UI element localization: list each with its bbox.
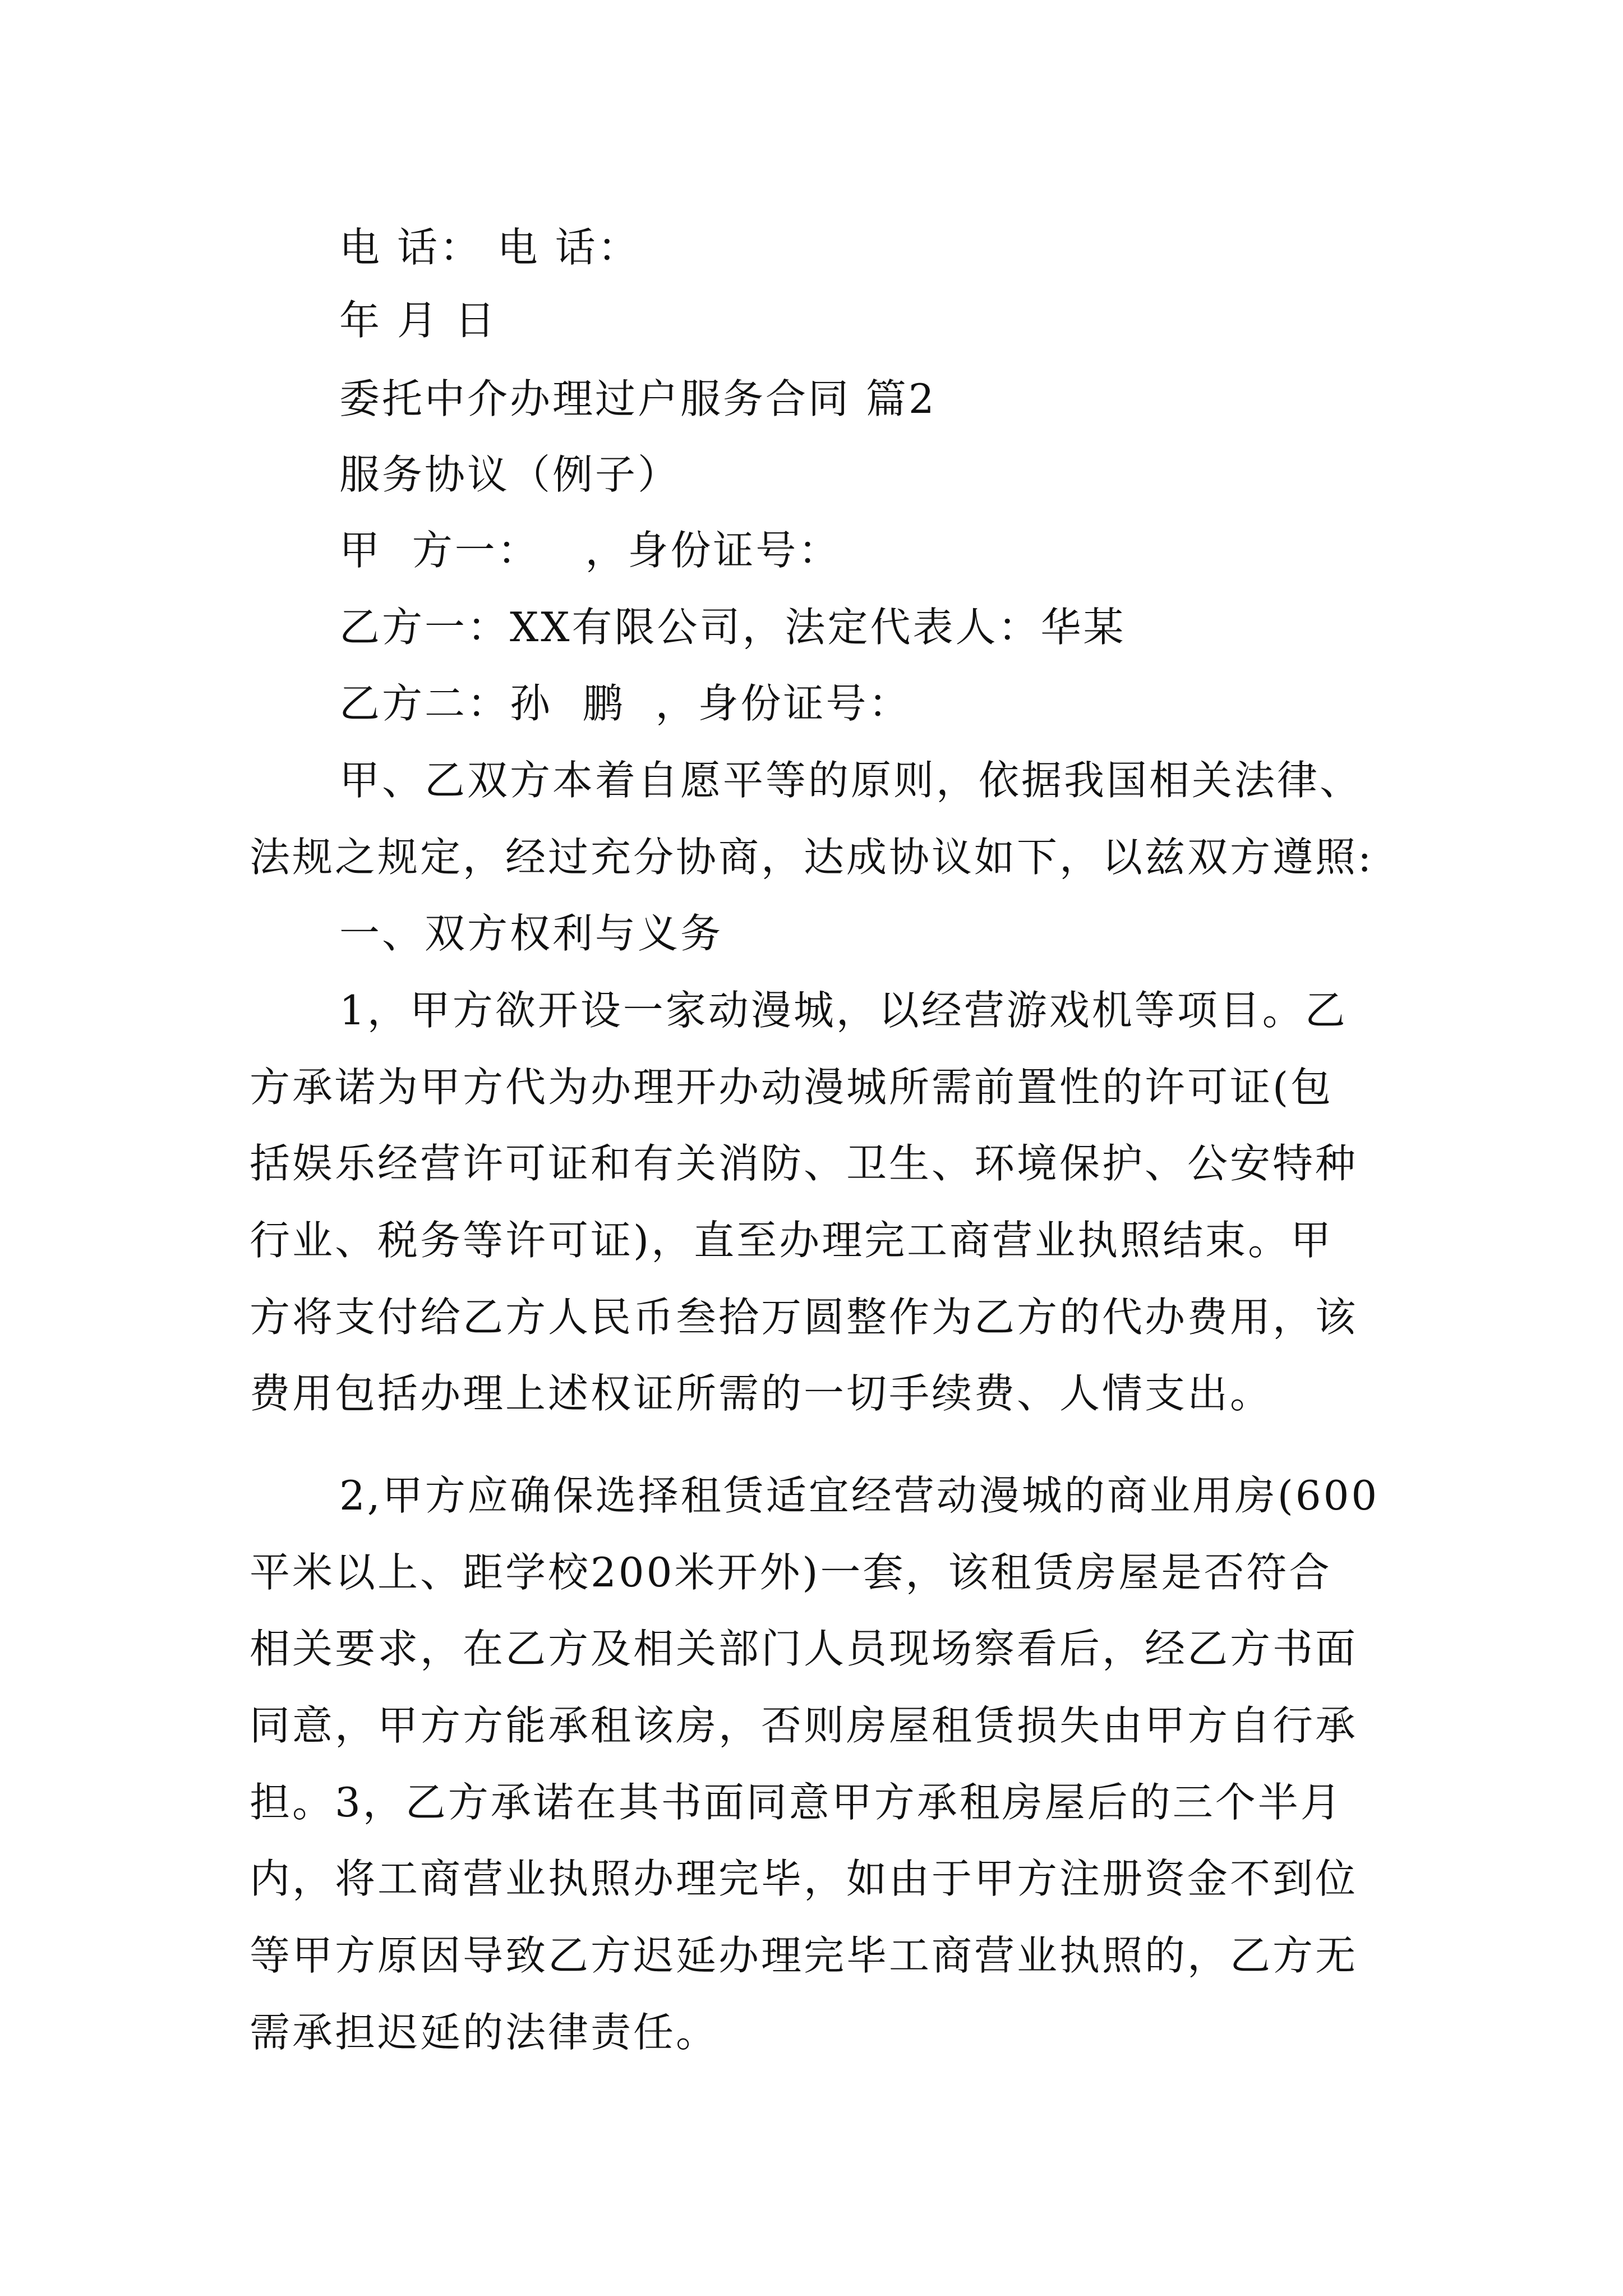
heading-rights-duties: 一、双方权利与义务 — [339, 910, 723, 957]
clause-3-line-1: 担。3，乙方承诺在其书面同意甲方承租房屋后的三个半月 — [250, 1779, 1343, 1826]
party-b1-line: 乙方一：XX有限公司，法定代表人：华某 — [339, 604, 1126, 651]
clause-1-line-1: 1，甲方欲开设一家动漫城，以经营游戏机等项目。乙 — [339, 987, 1348, 1034]
clause-2-line-3: 相关要求，在乙方及相关部门人员现场察看后，经乙方书面 — [250, 1625, 1358, 1672]
clause-1-line-5: 方将支付给乙方人民币叁拾万圆整作为乙方的代办费用，该 — [250, 1294, 1358, 1341]
clause-1-line-3: 括娱乐经营许可证和有关消防、卫生、环境保护、公安特种 — [250, 1140, 1358, 1187]
agreement-title: 服务协议（例子） — [339, 451, 681, 498]
clause-1-line-4: 行业、税务等许可证)，直至办理完工商营业执照结束。甲 — [250, 1217, 1334, 1264]
clause-2-line-1: 2,甲方应确保选择租赁适宜经营动漫城的商业用房(600 — [339, 1472, 1380, 1519]
party-b2-line: 乙方二：孙 鹏 ，身份证号： — [339, 680, 911, 727]
preamble-line-2: 法规之规定，经过充分协商，达成协议如下，以兹双方遵照: — [250, 834, 1374, 881]
party-a-line: 甲 方一： ，身份证号： — [339, 527, 841, 574]
clause-1-line-6: 费用包括办理上述权证所需的一切手续费、人情支出。 — [250, 1370, 1273, 1417]
date-line: 年 月 日 — [339, 297, 497, 344]
clause-2-line-2: 平米以上、距学校200米开外)一套，该租赁房屋是否符合 — [250, 1549, 1332, 1596]
clause-1-line-2: 方承诺为甲方代为办理开办动漫城所需前置性的许可证(包 — [250, 1064, 1334, 1111]
section-title: 委托中介办理过户服务合同 篇2 — [339, 375, 937, 422]
preamble-line-1: 甲、乙双方本着自愿平等的原则，依据我国相关法律、 — [339, 757, 1363, 804]
phone-line: 电 话： 电 话： — [339, 224, 640, 271]
clause-3-line-2: 内，将工商营业执照办理完毕，如由于甲方注册资金不到位 — [250, 1855, 1358, 1902]
clause-3-line-4: 需承担迟延的法律责任。 — [250, 2009, 719, 2056]
clause-3-line-3: 等甲方原因导致乙方迟延办理完毕工商营业执照的，乙方无 — [250, 1932, 1358, 1979]
clause-2-line-4: 同意，甲方方能承租该房，否则房屋租赁损失由甲方自行承 — [250, 1702, 1358, 1749]
